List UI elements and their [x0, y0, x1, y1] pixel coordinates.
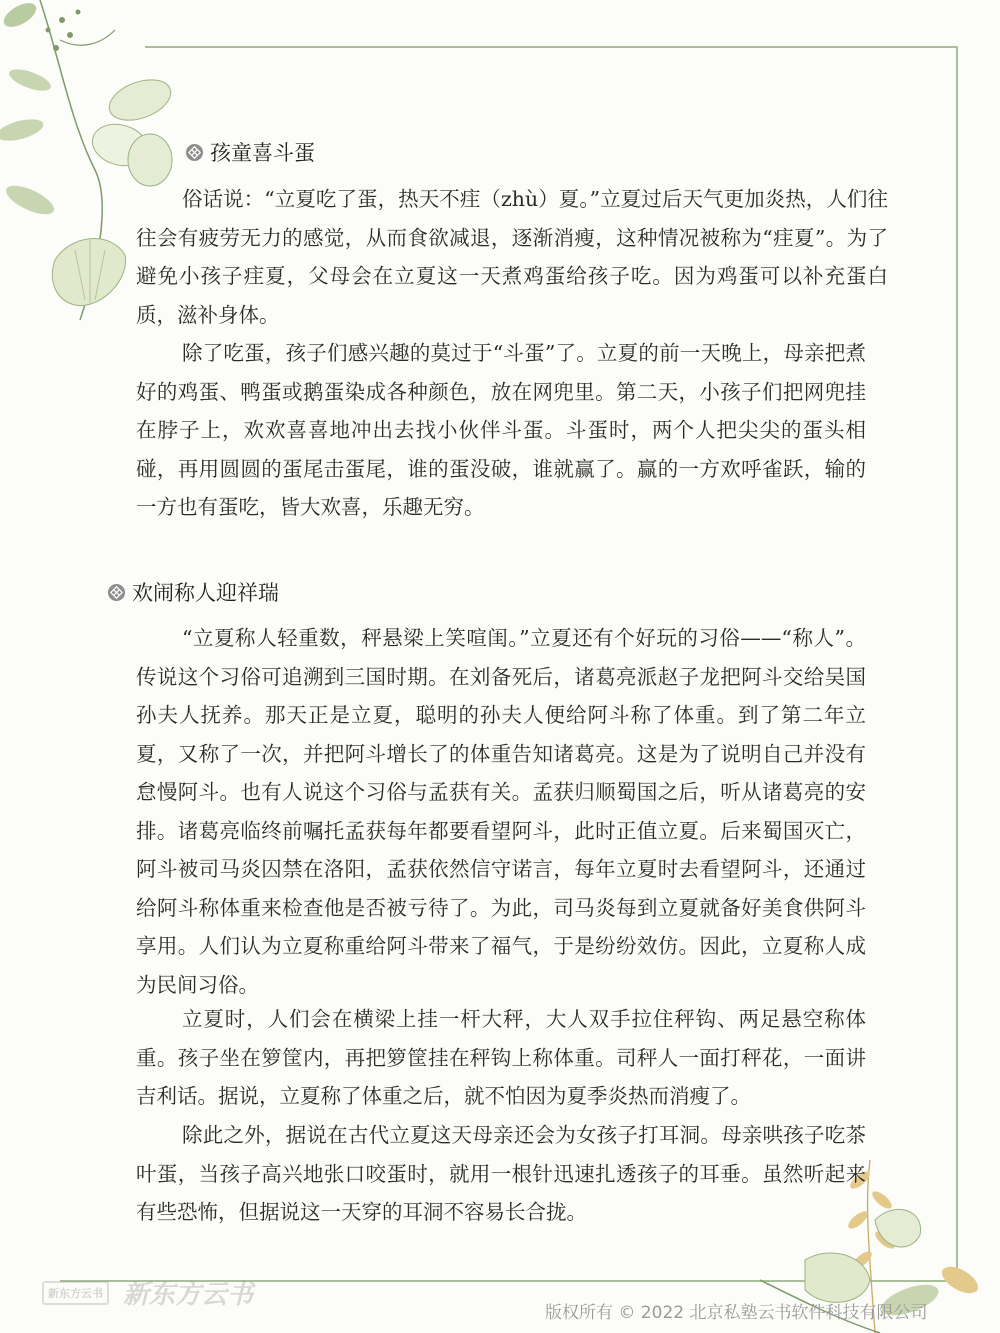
copyright-notice: 版权所有 © 2022 北京私塾云书软件科技有限公司 — [545, 1303, 928, 1323]
paragraph: 除了吃蛋，孩子们感兴趣的莫过于“斗蛋”了。立夏的前一天晚上，母亲把煮好的鸡蛋、鸭蛋或鹅蛋染成各种颜色，放在网兜里。第二天，小孩子们把网兜挂在脖子上，欢欢喜喜地冲出去找小伙伴斗蛋。斗蛋时，两个人把尖尖的蛋头相碰，再用圆圆的蛋尾击蛋尾，谁的蛋没破，谁就赢了。赢的一方欢呼雀跃，输的一方也有蛋吃，皆大欢喜，乐趣无穷。 — [136, 341, 866, 519]
logo-text: 新东方云书 — [123, 1280, 254, 1310]
section-heading-text: 孩童喜斗蛋 — [210, 141, 315, 165]
knot-bullet-icon — [107, 583, 126, 602]
paragraph: 俗话说：“立夏吃了蛋，热天不疰（zhù）夏。”立夏过后天气更加炎热，人们往往会有疲劳无力的感觉，从而食欲减退，逐渐消瘦，这种情况被称为“疰夏”。为了避免小孩子疰夏，父母会在立夏这一天煮鸡蛋给孩子吃。因为鸡蛋可以补充蛋白质，滋补身体。 — [136, 187, 888, 327]
frame-right-line — [956, 46, 958, 1281]
logo-badge: 新东方云书 — [42, 1281, 109, 1305]
paragraph: 除此之外，据说在古代立夏这天母亲还会为女孩子打耳洞。母亲哄孩子吃茶叶蛋，当孩子高兴地张口咬蛋时，就用一根针迅速扎透孩子的耳垂。虽然听起来有些恐怖，但据说这一天穿的耳洞不容易长合拢。 — [136, 1123, 866, 1224]
paragraph: 立夏时，人们会在横梁上挂一杆大秤，大人双手拉住秤钩、两足悬空称体重。孩子坐在箩筐内，再把箩筐挂在秤钩上称体重。司秤人一面打秤花，一面讲吉利话。据说，立夏称了体重之后，就不怕因为夏季炎热而消瘦了。 — [136, 1007, 866, 1108]
section-heading-text: 欢闹称人迎祥瑞 — [132, 581, 279, 605]
frame-top-line — [145, 46, 958, 48]
publisher-logo — [42, 1274, 253, 1311]
knot-bullet-icon — [185, 143, 204, 162]
section-heading — [185, 137, 315, 167]
paragraph: “立夏称人轻重数，秤悬梁上笑喧闺。”立夏还有个好玩的习俗——“称人”。传说这个习俗可追溯到三国时期。在刘备死后，诸葛亮派赵子龙把阿斗交给吴国孙夫人抚养。那天正是立夏，聪明的孙夫人便给阿斗称了体重。到了第二年立夏，又称了一次，并把阿斗增长了的体重告知诸葛亮。这是为了说明自己并没有怠慢阿斗。也有人说这个习俗与孟获有关。孟获归顺蜀国之后，听从诸葛亮的安排。诸葛亮临终前嘱托孟获每年都要看望阿斗，此时正值立夏。后来蜀国灭亡，阿斗被司马炎囚禁在洛阳，孟获依然信守诺言，每年立夏时去看望阿斗，还通过给阿斗称体重来检查他是否被亏待了。为此，司马炎每到立夏就备好美食供阿斗享用。人们认为立夏称重给阿斗带来了福气，于是纷纷效仿。因此，立夏称人成为民间习俗。 — [136, 626, 866, 997]
section-heading — [107, 577, 279, 607]
